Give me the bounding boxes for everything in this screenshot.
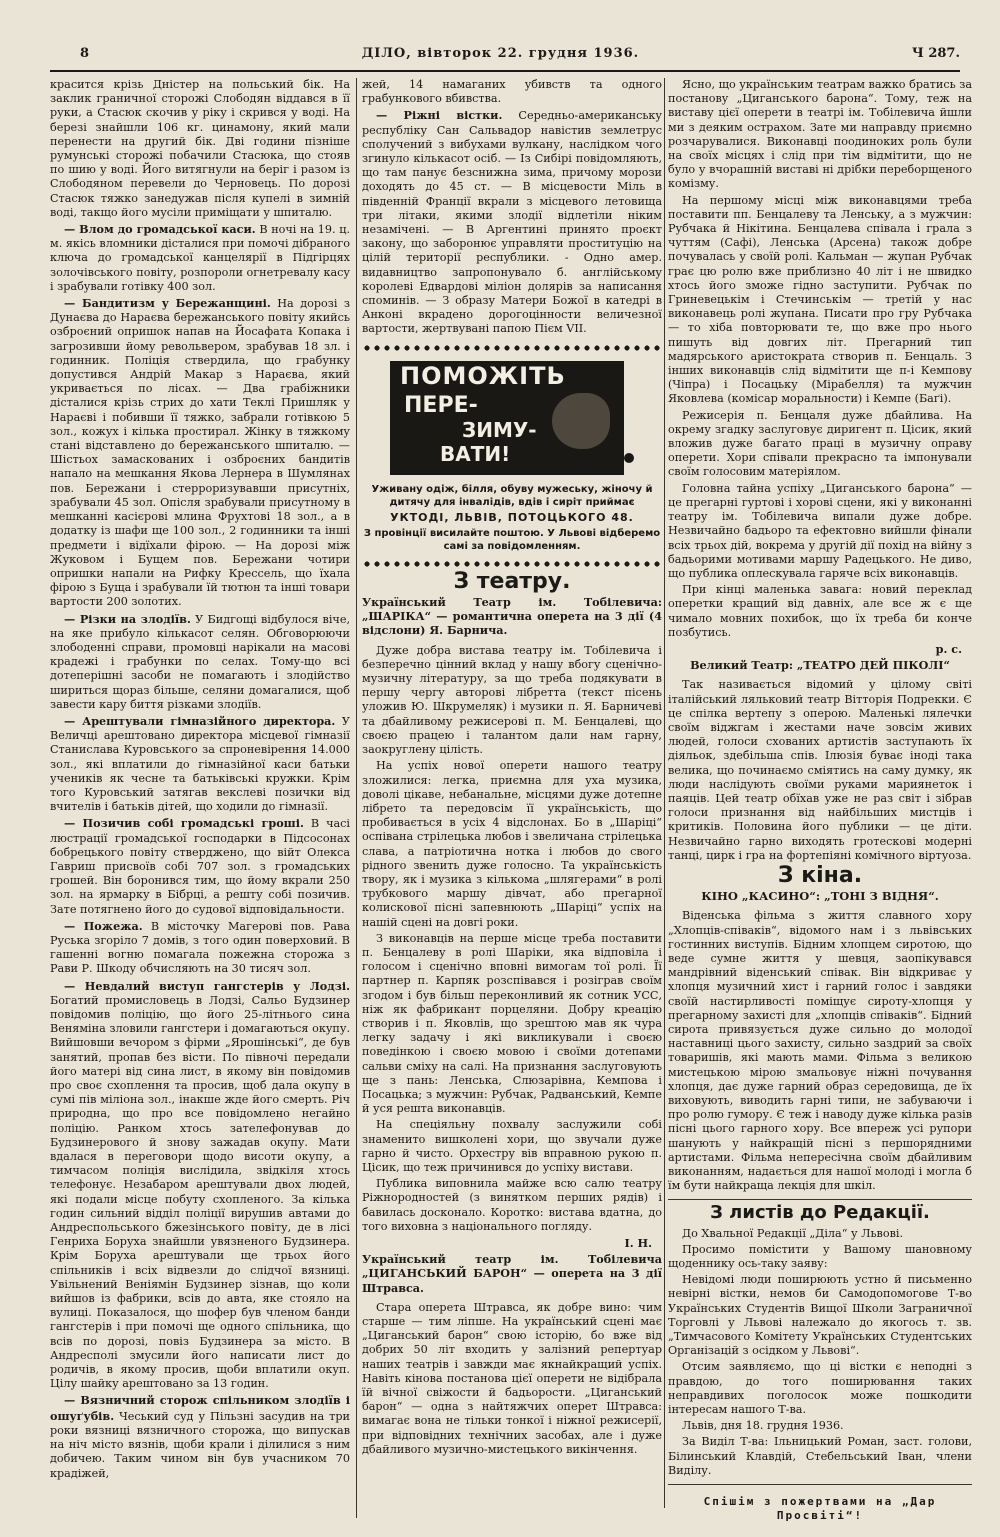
letter-text: Невідомі люди поширюють устно й письменно невірні вістки, немов би Самодопомогове Т-во Українських Студентів Вищої Школи Заграничної Торговлі у Львові належало до якогось т. зв. „Тимчасового Комітету Українських Студентських Організацій з осідком у Львові“.	[668, 1273, 972, 1358]
column-2	[362, 78, 662, 1459]
horizontal-rule	[668, 1484, 972, 1485]
hands-illustration-icon	[552, 393, 610, 449]
review-title: Український Театр ім. Тобілевича: „ШАРІКА“ — романтична оперета на 3 дії (4 відслони) Я. Барнича.	[362, 595, 662, 638]
news-item	[50, 612, 350, 712]
news-item	[50, 714, 350, 814]
review-text: На першому місці між виконавцями треба поставити пп. Бенцалеву та Ленську, а з мужчин: Рубчака й Нікітина. Бенцалева співала і грала з чуттям (Сафі), Ленська (Арсена) також добре почувалась у своїй ролі. Кальман — жупан Рубчак грає цю ролю вже приблизно 40 літ і не швидко хтось його зможе гідно заступити. Рубчак по Гриневецькім і Стечинськім — третій у нас виконавець ролі жупана. Писати про гру Рубчака — то хіба повторювати те, що вже про нього пишуть від довгих літ. Прегарний тип мадярського аристократа створив п. Бенцаль. З інших виконавців слід відмітити ще п-і Кемпову (Чіпра) і Посацьку (Мірабелля) та мужчин Яковлева (комісар моральности) і Кемпе (Баґі).	[668, 193, 972, 406]
charity-banner	[390, 361, 624, 475]
letter-text: Отсим заявляємо, що ці вістки є неподні з правдою, до того поширювання таких неправдивих поголосок може пошкодити інтересам нашого Т-ва.	[668, 1360, 972, 1417]
appeal-note: З провінції висилайте поштою. У Львові відберемо самі за повідомленням.	[363, 527, 661, 552]
section-title-theatre: З театру.	[453, 568, 571, 594]
review-title: Український театр ім. Тобілевича „ЦИГАНСЬКИЙ БАРОН“ — оперета на 3 дії Штравса.	[362, 1252, 662, 1295]
news-item	[50, 296, 350, 609]
news-item	[50, 919, 350, 977]
section-title-letters: З листів до Редакції.	[710, 1202, 930, 1224]
letter-text: За Виділ Т-ва: Ільницький Роман, заст. голови, Білинський Клавдій, Стебельський Іван, члени Виділу.	[668, 1435, 972, 1477]
appeal-address: УКТОДІ, ЛЬВІВ, ПОТОЦЬКОГО 48.	[390, 510, 634, 524]
dotted-rule	[362, 343, 662, 353]
banner-line: ЗИМУ-	[462, 417, 537, 442]
news-body: У Величці арештовано директора місцевої гімназії Станислава Куровського за спроневірення 14.000 зол., які вплатили до гімназійної каси батьки учеників як чесне та батьківські кружки. Крім того Куровський затягав векслеві позички від вчителів і батьків дітей, що ходили до гімназії.	[50, 714, 350, 814]
banner-line: ВАТИ!	[440, 441, 511, 466]
column-3	[668, 78, 972, 1526]
article-text: красится крізь Дністер на польський бік. На заклик граничної сторожі Слободян віддався в її руки, а Стасюк скочив у ріку і скрився у воді. На березі знайшли 106 кг. цинамону, який мали перенести на другий бік. Дві години пізніше румунські сторожі побачили Стасюка, що стояв по шию у воді. Його витягнули на беріг і разом із Слободяном перевели до Черновець. По дорозі Стасюк тяжко занедужав після купелі в зимній воді, такщо його мусіли приміщати у шпиталю.	[50, 78, 350, 219]
review-text: Публика виповнила майже всю салю театру Ріжнородностей (з винятком перших рядів) і бавилась досконало. Коротко: вистава вдатна, до того виховна з національного погляду.	[362, 1177, 662, 1233]
news-headline: — Влом до громадської каси.	[64, 222, 256, 237]
news-headline: — Пожежа.	[64, 918, 143, 933]
issue-number: Ч 287.	[911, 46, 960, 61]
masthead-rule	[50, 70, 960, 72]
dotted-rule	[362, 559, 662, 569]
news-body: В ночі на 19. ц. м. якісь вломники дісталися при помочі дібраного ключа до громадської канцелярії в Підгірцях золочівського повіту, розпороли огнетревалу касу і зрабували готівку 400 зол.	[50, 223, 350, 293]
review-text: Головна тайна успіху „Циганського барона“ — це прегарні гуртові і хорові сцени, які у виконанні театру ім. Тобілевича випали дуже добре. Незвичайно бадьоро та ефектовно вийшли фінали всіх трьох дій, вокрема у другій дії похід на війну з бадьорими мотивами маршу Радецького. Не диво, що публика оплескувала гаряче всіх виконавців.	[668, 481, 972, 580]
letter-text: Просимо помістити у Вашому шановному щоденнику ось-таку заяву:	[668, 1242, 972, 1271]
section-title-cinema: З кіна.	[777, 862, 863, 888]
news-headline: — Різки на злодіїв.	[64, 611, 191, 626]
review-signature: І. Н.	[624, 1236, 652, 1250]
review-text: Режисерія п. Бенцаля дуже дбайлива. На окрему згадку заслуговує диригент п. Цісик, який вложив дуже багато праці в музичну оправу оперети. Хори співали прекрасно та імпонували своїм голосовим матеріялом.	[668, 408, 972, 479]
review-text: З виконавців на перше місце треба поставити п. Бенцалеву в ролі Шаріки, яка відповіла і голосом і сценічно вповні вимогам тої ролі. Її партнер п. Карпяк розспівався і розіграв своїм згодом і був більш переконливий як сотник УСС, ніж як фабрикант порцеляни. Добру креацію створив і п. Яковлів, що зрештою мав як чура легку задачу і які викликували і своєю поведінкою і своєю мовою і своїми дотепами сальви сміху на салі. На признання заслуговують ще з пань: Ленська, Слюзарівна, Кемпова і Посацька; з мужчин: Рубчак, Радванський, Кемпе й уся решта виконавців.	[362, 931, 662, 1116]
review-text: Віденська фільма з життя славного хору „Хлопців-співаків“, відомого нам і з львівських гостинних виступів. Бідним хлопцем сиротою, що веде сумне життя у шевця, заопікувався мандрівний віденський співак. Він відкриває у хлопця музичний хист і гарний голос і завдяки своїй настирливості поміщує сироту-хлопця у прегарному захисті для „хлопців співаків“. Бідний сирота привязується дуже сильно до молодої наставниці цього захисту, сильно заздрий за своїх товаришів, які мають мами. Фільма з великою мистецькою мірою змальовує ніжні почування хлопця, дає дуже гарний образ середовища, де їх виховують, виводить гарні типи, не забуваючи і про ролю гумору. Є теж і наводу дуже кілька разів пісні цього гарного хору. Все впереж усі рупори шанують у найкращій пісні з першорядними артистами. Фільма непересічна своїм дбайливим виконанням, надається для нашої молоді і могла б їм бути найкраща лекція для шкіл.	[668, 909, 972, 1193]
donation-appeal: Спішім з пожертвами на „Дар Просвіті“!	[703, 1495, 937, 1523]
news-headline: — Бандитизм у Бережанщині.	[64, 296, 271, 311]
column-divider	[664, 78, 665, 1508]
review-text: Стара оперета Штравса, як добре вино: чим старше — тим ліпше. На український сцені має „Циганський барон“ свою історію, бо вже від добрих 50 літ входить у залізний репертуар наших театрів і завжди має якнайкращий успіх. Навіть кінова постанова цієї оперети не відібрала їй вічної свіжости й бадьорости. „Циганський барон“ — одна з найтяжчих оперет Штравса: вимагає вона не тільки тонкої і ніжної режисерії, при відповідних технічних засобах, але і дуже дбайливого музично-мистецького викінчення.	[362, 1300, 662, 1456]
news-item	[50, 1393, 350, 1480]
cinema-subtitle: КІНО „КАСИНО“: „ТОНІ З ВІДНЯ“.	[701, 889, 939, 904]
news-body: Богатий промисловець в Лодзі, Сальо Будзинер повідомив поліцію, що його 25-літнього сина Веняміна зловили гангстери і домагаються окупу. Вийшовши вечором з фірми „Ярошінські“, де був занятий, пропав без вісти. По півночі передали його матері від сина лист, в якому він повідомив про своє схоплення та просив, щоб дала окупу в сумі пів міліона зол., інакше жде його смерть. Річ природна, що про все повідомлено негайно поліцію. Ранком хтось зателефонував до Будзинерового й знову зажадав окупу. Мати вдалася в переговори щодо висоти окупу, а тимчасом поліція вислідила, звідкіля хтось телефонує. Незабаром арештували двох людей, які подали місце побуту схопленого. За кілька годин сильний відділ поліції вирушив автами до Андреспольського бжезінського повіту, де в лісі Генриха Боруха знайшли увязненого Будзинера. Крім Боруха арештували ще трьох його спільників і всіх відвезли до слідчої вязниці. Увільнений Веніямін Будзинер зізнав, що коли вийшов із фабрики, всів до авта, яке стояло на вулиці. Показалося, що шофер був членом банди гангстерів і при помочі ще одного спільника, що всів по дорозі, повіз Будзинера за місто. В Андресполі змусили його написати лист до родичів, в якому просив, щоби вплатили окуп. Цілу шайку арештовано за 13 годин.	[50, 993, 350, 1391]
news-item	[50, 222, 350, 294]
news-headline: — Ріжні вістки.	[376, 108, 503, 123]
news-body: На дорозі з Дунаєва до Нараєва бережанського повіту якийсь озброєний опришок напав на Йосафата Копака і загрозивши йому револьвером, зрабував 18 зл. і годинник. Поліція ствердила, що грабунку допустився Андрій Макар з Нараєва, який укривається по лісах. — Два грабіжники дісталися крізь стрих до хати Теклі Пришляк у Нараєві і побивши її тяжко, забрали готівкою 5 зол., кожух і кілька простирал. Жінку в тяжкому стані відставлено до бережанського шпиталю. — Шістьох замаскованих і озброєних бандитів напало на мешкання Якова Лернера в Шумлянах пов. Бережани і стерроризувавши присутніх, зрабували 45 зол. Опісля зрабували присутному в мешканні касієрові млина Фрухтові 18 зол., а в додатку із шафи ще 100 зол., 2 годинники та інші предмети і відїхали фірою. — На дорозі між Жуковом і Бущем пов. Бережани чотири опришки напали на Рифку Крессель, що їхала фірою з Буща і зрабували їй тютюн та інші товари вартости 200 золотих.	[50, 297, 350, 609]
review-text: При кінці маленька завага: новий переклад оперетки кращий від давніх, але все ж є ще чимало мовних похибок, що їх треба би конче позбутись.	[668, 583, 972, 639]
letter-text: До Хвальної Редакції „Діла“ у Львові.	[682, 1226, 904, 1240]
news-item	[50, 979, 350, 1392]
letter-text: Львів, дня 18. грудня 1936.	[682, 1419, 844, 1433]
banner-line: ПОМОЖІТЬ	[400, 361, 566, 390]
review-text: На спеціяльну похвалу заслужили собі знаменито вишколені хори, що звучали дуже гарно й чисто. Орхестру вів вправною рукою п. Цісик, що теж причинився до успіху вистави.	[362, 1118, 662, 1174]
review-title: Великий Театр: „ТЕАТРО ДЕЙ ПІКОЛІ“	[690, 658, 950, 673]
review-text: Дуже добра вистава театру ім. Тобілевича і безперечно цінний вклад у нашу вбогу сценічно-музичну літературу, за що треба подякувати в першу чергу авторові лібретта (текст пісень уложив Ю. Шкрумеляк) і музики п. Я. Барничеві та дбайливому режисерові п. М. Бенцалеві, що своєю працею і талантом дали нам гарну, заокруглену цілість.	[362, 643, 662, 757]
news-headline: — Вязничний сторож спільником злодіїв і ошуґубів.	[50, 1393, 350, 1423]
banner-line: ПЕРЕ-	[404, 392, 478, 418]
column-divider	[356, 78, 357, 1518]
charity-ad	[362, 361, 662, 553]
news-body: В часі люстрації громадської господарки в Підсосонах бобрецького повіту стверджено, що війт Олекса Гавриш присвоїв собі 707 зол. з громадських грошей. Він боронився тим, що йому вкрали 250 зол. на ярмарку в Бібрці, а решту собі позичив. Зате потягнено його до судової відповідальности.	[50, 817, 350, 916]
news-body: У Бидгощі відбулося віче, на яке прибуло кількасот селян. Обговорюючи злободенні справи, промовці нарікали на масові крадежі і грабунки по селах. Тому-що всі дотеперішні засоби не помагають і злодійство шириться щораз більше, селяни домагалися, щоб завести кару биття різками злодіїв.	[50, 612, 351, 711]
news-body: В місточку Магерові пов. Рава Руська згоріло 7 домів, з того один поверховий. В гашенні вогню помагала пожежна сторожа з Рави Р. Шкоду обчисляють на 30 тисяч зол.	[50, 919, 351, 976]
newspaper-title-date: ДІЛО, вівторок 22. грудня 1936.	[361, 46, 640, 61]
review-text: Так називається відомий у цілому світі італійський ляльковий театр Вітторія Подрекки. Є це спілка вертепу з оперою. Маленькі лялечки своїм віджгам і жестами наче зовсім живих людей, голоси схованих артистів заступають їх діяльок, здебільша спів. Ілюзія буває іноді така велика, що починаємо сміятись на саму думку, як люди наслідують своїми руками мариянеток і паяців. Цей театр обїхав уже не раз світ і зібрав голоси признання від найбільших мистців і критиків. Половина його публики — це діти. Незвичайно гарно виходять гротескові модерні танці, цирк і гра на фортепіяні комічного віртуоза.	[668, 678, 972, 862]
news-headline: — Невдалий виступ гангстерів у Лодзі.	[64, 978, 350, 993]
bullet-dot-icon	[624, 453, 634, 463]
review-signature: р. с.	[935, 641, 962, 656]
article-text: жей, 14 намаганих убивств та одного грабункового вбивства.	[362, 78, 662, 106]
news-headline: — Позичив собі громадські гроші.	[64, 816, 304, 831]
news-body: Середньо-американську республіку Сан Сальвадор навістив землетрус сполучений з вибухами вулкану, наслідком чого згинуло кількасот осіб. — Із Сибірі повідомляють, що там панує безснижна зима, причому морози доходять до 45 ст. — В місцевости Міль в південній Франції вкрали з місцевого летовища три літаки, якими злодії відлетіли ніким незамічені. — В Аргентині принято проєкт закону, що заборонює управляти проституцію на цілій території республики. - Одно амер. видавництво запропонувало б. англійському королеві Едвардові міліон долярів за написання споминів. — З образу Матери Божої в катедрі в Анконі вкрадено дорогоцінности величезної вартости, жертвувані папою Пієм VII.	[362, 109, 662, 336]
page-number: 8	[80, 46, 90, 61]
column-1	[50, 78, 350, 1483]
news-headline: — Арештували гімназійного директора.	[64, 713, 336, 728]
news-item	[362, 108, 662, 336]
appeal-text: Уживану одіж, білля, обуву мужеську, жіночу й дитячу для інвалідів, вдів і сиріт приймає	[371, 483, 653, 508]
news-body: Чеський суд у Пільзні засудив на три роки вязниці вязничного сторожа, що випускав на ніч місто вязнів, щоби крали і ділилися з ним добичею. Таким чином він був учасником 70 крадіжей,	[50, 1409, 350, 1480]
review-text: Ясно, що українським театрам важко братись за постанову „Циганського барона“. Тому, теж на виставу цієї оперети в театрі ім. Тобілевича йшли ми з деяким острахом. Зате ми направду приємно розчарувалися. Виконавці поодиноких роль були на своїх місцях і слід при тім відмітити, що не було у вчорашній виставі ні дрібки переборщеного комізму.	[668, 78, 973, 191]
news-item	[50, 816, 350, 916]
horizontal-rule	[668, 1199, 972, 1200]
masthead	[80, 46, 960, 68]
review-text: На успіх нової оперети нашого театру зложилися: легка, приємна для уха музика, доволі цікаве, небанальне, місцями дуже дотепне лібрето та передовсім її українськість, що пробивається в усіх 4 відслонах. Бо в „Шаріці“ оспівана стрілецька любов і звеличана стрілецька слава, а патріотична нотка і любов до свого рідного звенить дуже голосно. Та українськість твору, як і музика з кількома „шлягерами“ в ролі трубкового маршу дівчат, або прегарної колискової пісні запевнюють „Шаріці“ успіх на нашій сцені на довгі роки.	[362, 759, 662, 929]
